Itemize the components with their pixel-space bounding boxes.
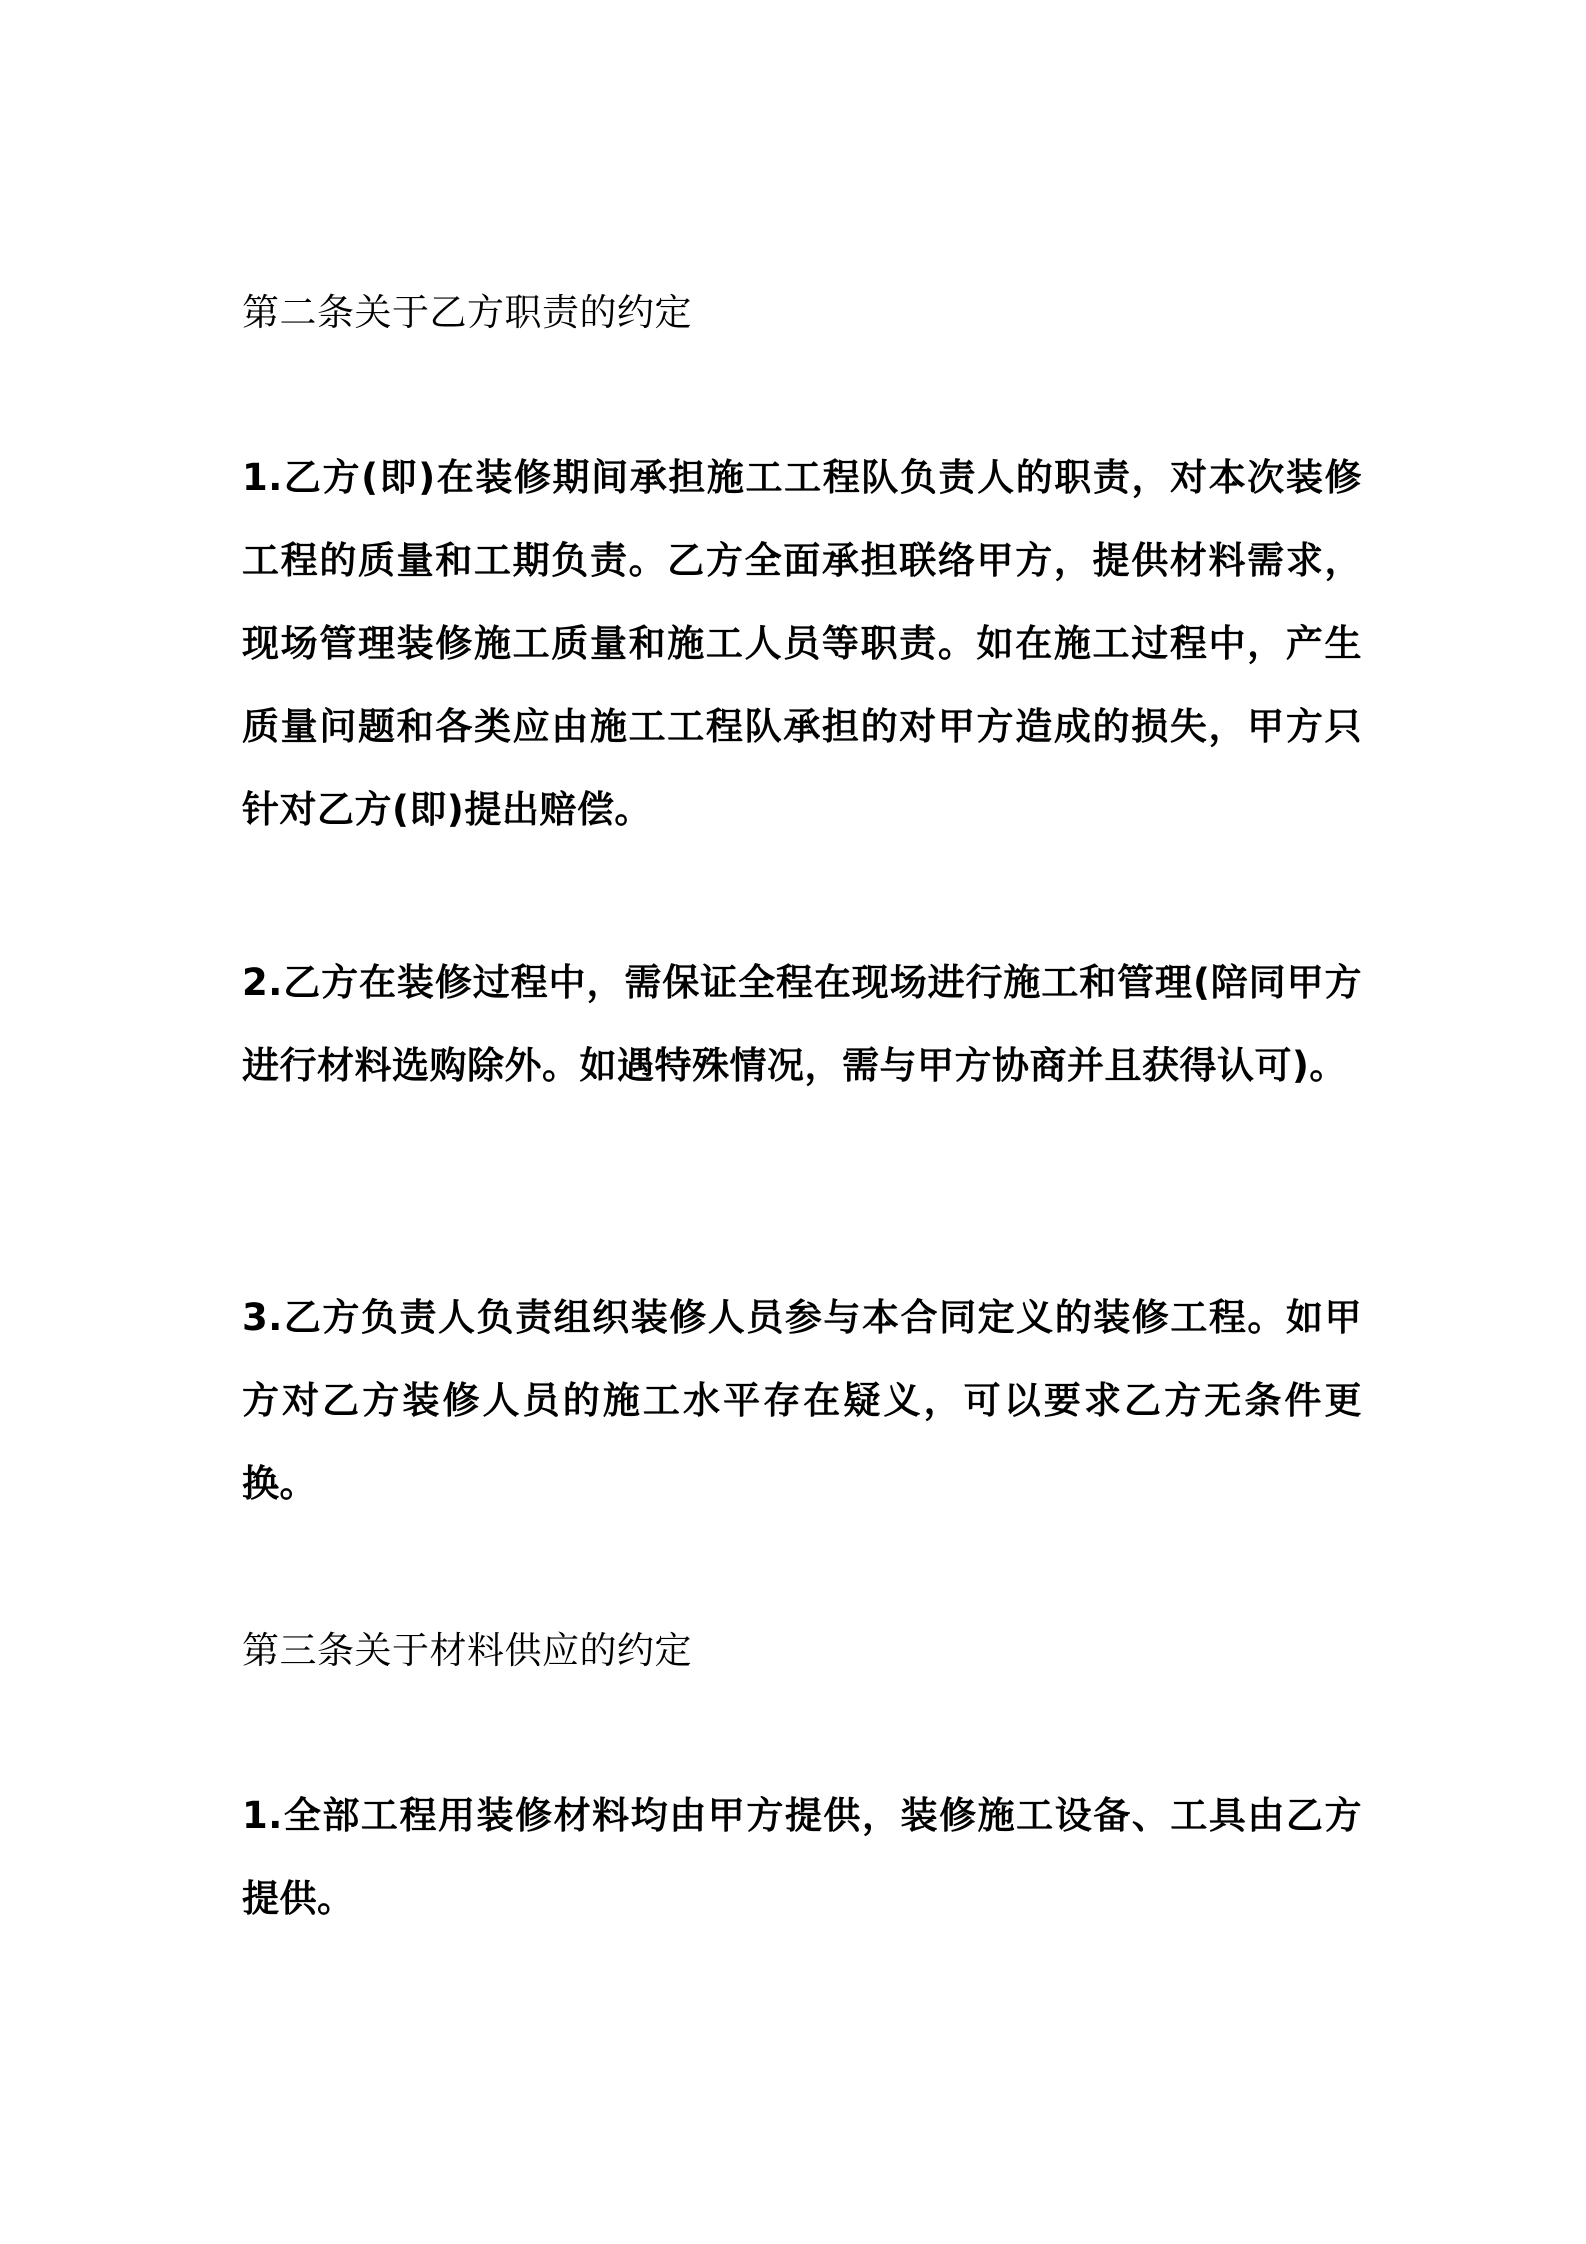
paragraph-item-2: 2.乙方在装修过程中，需保证全程在现场进行施工和管理(陪同甲方进行材料选购除外。如遇特殊情况，需与甲方协商并且获得认可)。 (242, 961, 1362, 1087)
paragraph-item-3: 3.乙方负责人负责组织装修人员参与本合同定义的装修工程。如甲方对乙方装修人员的施工水平存在疑义，可以要求乙方无条件更换。 (242, 1296, 1362, 1505)
section-heading-materials: 第三条关于材料供应的约定 (242, 1629, 692, 1672)
section-heading-responsibilities: 第二条关于乙方职责的约定 (242, 291, 692, 334)
paragraph-materials-1: 1.全部工程用装修材料均由甲方提供，装修施工设备、工具由乙方提供。 (242, 1794, 1362, 1920)
paragraph-item-1: 1.乙方(即)在装修期间承担施工工程队负责人的职责，对本次装修工程的质量和工期负责。乙方全面承担联络甲方，提供材料需求，现场管理装修施工质量和施工人员等职责。如在施工过程中，产生质量问题和各类应由施工工程队承担的对甲方造成的损失，甲方只针对乙方(即)提出赔偿。 (242, 456, 1362, 831)
